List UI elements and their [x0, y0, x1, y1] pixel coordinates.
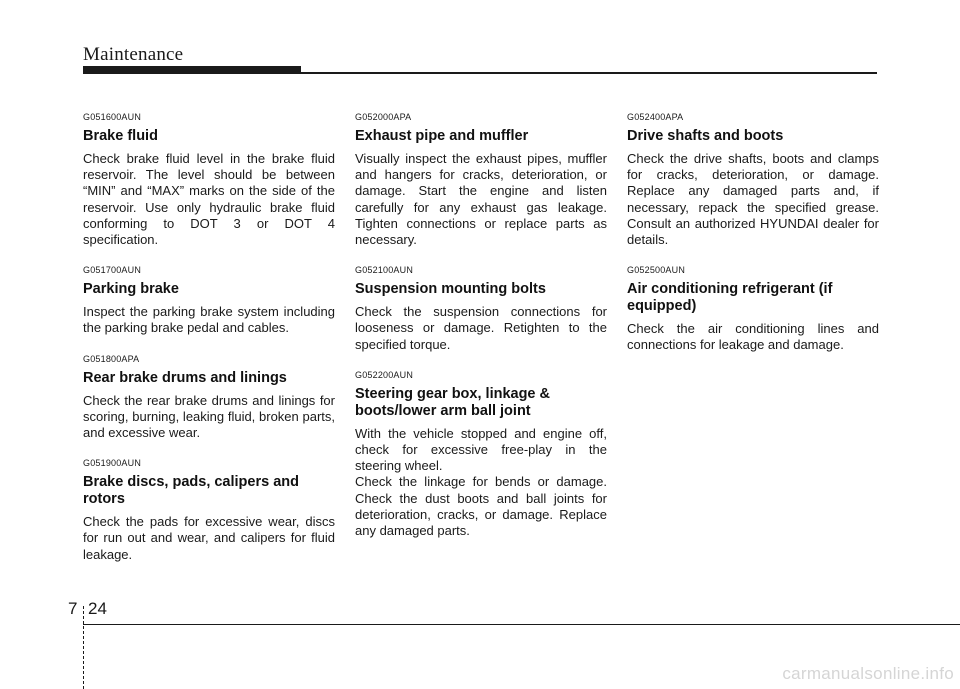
- section-drive-shafts: [627, 112, 879, 248]
- section-code: G052200AUN: [355, 369, 414, 380]
- section-body: Check the pads for excessive wear, discs for run out and wear, and calipers for fluid leakage.: [83, 514, 335, 562]
- section-body: Visually inspect the exhaust pipes, muffler and hangers for cracks, deterioration, or damage. Start the engine and listen carefully for any exhaust gas leakage. Tighten connections or replace parts as necessary.: [355, 151, 607, 248]
- section-body: With the vehicle stopped and engine off, check for excessive free-play in the steering wheel.: [355, 425, 607, 474]
- section-heading: Rear brake drums and linings: [83, 369, 287, 386]
- section-code: G052400APA: [627, 112, 684, 122]
- section-code: G052100AUN: [355, 265, 414, 276]
- section-exhaust-pipe: [355, 112, 607, 248]
- section-body: Check the rear brake drums and linings for scoring, burning, leaking fluid, broken parts, and excessive wear.: [83, 392, 335, 441]
- chapter-number: 7: [68, 599, 78, 618]
- section-body: Check the drive shafts, boots and clamps for cracks, deterioration, or damage. Replace any damaged parts and, if necessary, repack the specified grease. Consult an authorized HYUNDAI dealer for details.: [627, 151, 879, 248]
- section-brake-fluid: [83, 112, 335, 248]
- section-code: G051900AUN: [83, 458, 142, 469]
- section-heading: Steering gear box, linkage & boots/lower arm ball joint: [355, 385, 550, 419]
- section-ac-refrigerant: [627, 265, 879, 353]
- page-title: Maintenance: [83, 44, 184, 65]
- section-heading: Exhaust pipe and muffler: [355, 128, 529, 144]
- section-code: G051600AUN: [83, 112, 142, 122]
- section-body: Check the air conditioning lines and connections for leakage and damage.: [627, 321, 879, 353]
- section-heading: Parking brake: [83, 281, 179, 298]
- section-body-continued: Check the linkage for bends or damage. Check the dust boots and ball joints for deterioration, cracks, or damage. Replace any damaged parts.: [355, 474, 607, 539]
- section-heading: Air conditioning refrigerant (if equipped): [627, 281, 833, 315]
- section-body: Inspect the parking brake system including the parking brake pedal and cables.: [83, 304, 335, 336]
- watermark: carmanualsonline.info: [782, 664, 954, 683]
- section-rear-brake-drums: [83, 354, 335, 442]
- section-heading: Brake fluid: [83, 128, 158, 144]
- page-number: 24: [88, 599, 107, 618]
- content-column-2: [355, 112, 607, 556]
- section-steering-gear: [355, 370, 607, 539]
- section-code: G051800APA: [83, 353, 140, 364]
- section-code: G052000APA: [355, 112, 412, 122]
- content-column-3: [627, 112, 879, 371]
- section-brake-discs: [83, 458, 335, 563]
- section-body: Check brake fluid level in the brake fluid reservoir. The level should be between “MIN” and “MAX” marks on the side of the reservoir. Use only hydraulic brake fluid conforming to DOT 3 or DOT 4 specification.: [83, 151, 335, 248]
- section-heading: Suspension mounting bolts: [355, 281, 546, 298]
- content-column-1: [83, 112, 335, 580]
- section-heading: Brake discs, pads, calipers and rotors: [83, 474, 299, 508]
- header-rule-thin: [301, 72, 877, 74]
- section-code: G051700AUN: [83, 265, 142, 276]
- footer-divider: [83, 606, 84, 689]
- section-heading: Drive shafts and boots: [627, 128, 784, 144]
- section-parking-brake: [83, 265, 335, 336]
- section-body: Check the suspension connections for looseness or damage. Retighten to the specified torque.: [355, 304, 607, 352]
- section-code: G052500AUN: [627, 265, 686, 276]
- header-rule-thick: [83, 66, 301, 74]
- section-suspension-bolts: [355, 265, 607, 353]
- footer-rule: [83, 624, 960, 625]
